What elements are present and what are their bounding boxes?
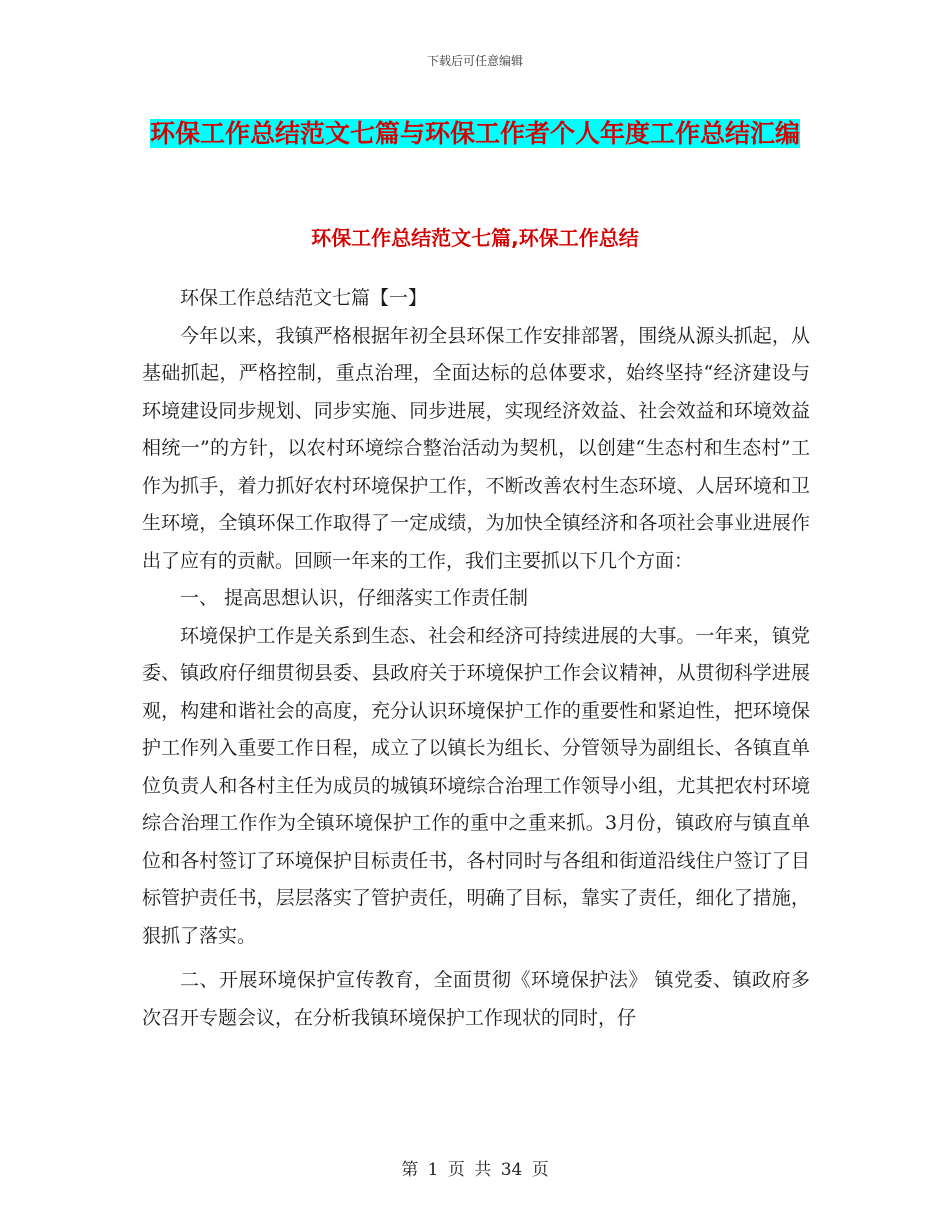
document-subtitle: 环保工作总结范文七篇,环保工作总结	[311, 226, 639, 250]
item-heading-1: 一、 提高思想认识，仔细落实工作责任制	[180, 587, 529, 609]
section-heading: 环保工作总结范文七篇【一】	[180, 287, 428, 309]
page-footer-number: 第 1 页 共 34 页	[401, 1160, 549, 1180]
paragraph-responsibility: 环境保护工作是关系到生态、社会和经济可持续进展的大事。一年来，镇党委、镇政府仔细贯彻县委、县政府关于环境保护工作会议精神，从贯彻科学进展观，构建和谐社会的高度，充分认识环境保护工作的重要性和紧迫性，把环境保护工作列入重要工作日程，成立了以镇长为组长、分管领导为副组长、各镇直单位负责人和各村主任为成员的城镇环境综合治理工作领导小组，尤其把农村环境综合治理工作作为全镇环境保护工作的重中之重来抓。3月份，镇政府与镇直单位和各村签订了环境保护目标责任书，各村同时与各组和街道沿线住户签订了目标管护责任书，层层落实了管护责任，明确了目标，靠实了责任，细化了措施，狠抓了落实。	[142, 624, 810, 947]
paragraph-publicity: 二、开展环境保护宣传教育，全面贯彻《环境保护法》 镇党委、镇政府多次召开专题会议，在分析我镇环境保护工作现状的同时，仔	[142, 969, 810, 1029]
document-title-text: 环保工作总结范文七篇与环保工作者个人年度工作总结汇编	[149, 119, 800, 148]
document-body	[142, 280, 810, 1037]
document-title	[140, 110, 810, 158]
page-header-note: 下载后可任意编辑	[426, 54, 523, 68]
paragraph-intro: 今年以来，我镇严格根据年初全县环保工作安排部署，围绕从源头抓起，从基础抓起，严格控制，重点治理，全面达标的总体要求，始终坚持“经济建设与环境建设同步规划、同步实施、同步进展，实现经济效益、社会效益和环境效益相统一”的方针，以农村环境综合整治活动为契机，以创建“生态村和生态村”工作为抓手，着力抓好农村环境保护工作，不断改善农村生态环境、人居环境和卫生环境，全镇环保工作取得了一定成绩，为加快全镇经济和各项社会事业进展作出了应有的贡献。回顾一年来的工作，我们主要抓以下几个方面：	[142, 324, 810, 572]
